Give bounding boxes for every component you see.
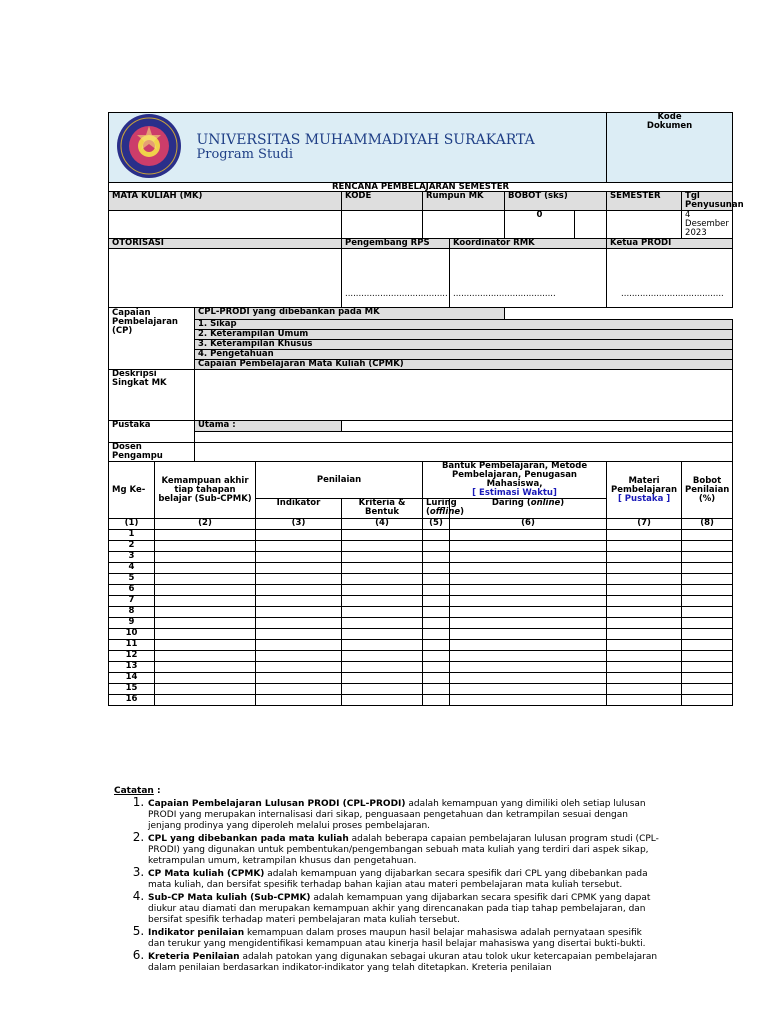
col-num: (5) bbox=[423, 519, 450, 530]
week-cell[interactable] bbox=[450, 585, 607, 596]
week-cell[interactable] bbox=[450, 618, 607, 629]
mg-header: Mg Ke- bbox=[109, 462, 155, 519]
materi-header: Materi Pembelajaran [ Pustaka ] bbox=[607, 462, 682, 519]
table-row bbox=[109, 684, 733, 695]
week-cell[interactable] bbox=[682, 684, 733, 695]
week-number: 1 bbox=[109, 530, 155, 541]
week-cell[interactable] bbox=[450, 651, 607, 662]
week-cell[interactable] bbox=[682, 695, 733, 706]
dosen-label: Dosen Pengampu bbox=[109, 443, 195, 462]
week-number: 10 bbox=[109, 629, 155, 640]
cpmk-label: Capaian Pembelajaran Mata Kuliah (CPMK) bbox=[195, 360, 733, 370]
table-row bbox=[109, 673, 733, 684]
week-number: 14 bbox=[109, 673, 155, 684]
otorisasi-label: OTORISASI bbox=[109, 239, 342, 249]
week-number: 2 bbox=[109, 541, 155, 552]
week-cell[interactable] bbox=[423, 563, 450, 574]
week-cell[interactable] bbox=[256, 640, 342, 651]
week-cell[interactable] bbox=[607, 651, 682, 662]
title-cell bbox=[195, 113, 607, 183]
week-cell[interactable] bbox=[450, 541, 607, 552]
semester-label: SEMESTER bbox=[607, 192, 682, 211]
week-cell[interactable] bbox=[342, 585, 423, 596]
week-cell[interactable] bbox=[450, 662, 607, 673]
week-cell[interactable] bbox=[342, 618, 423, 629]
week-cell[interactable] bbox=[607, 541, 682, 552]
week-cell[interactable] bbox=[155, 662, 256, 673]
koordinator-label: Koordinator RMK bbox=[450, 239, 607, 249]
week-cell[interactable] bbox=[423, 530, 450, 541]
week-cell[interactable] bbox=[423, 651, 450, 662]
deskripsi-value[interactable] bbox=[195, 370, 733, 421]
week-cell[interactable] bbox=[256, 585, 342, 596]
tgl-value[interactable]: 4 Desember 2023 bbox=[682, 211, 733, 239]
mk-label: MATA KULIAH (MK) bbox=[109, 192, 342, 211]
catatan-section: Catatan : 1. Capaian Pembelajaran Lulusan PRODI (CPL-PRODI) adalah kemampuan yang dimiliki oleh setiap lulusan PRODI yang merupakan internalisasi dari sikap, penguasaan pengetahuan dan ketrampilan sesuai dengan jenjang prodinya yang diperoleh melalui proses pembelajaran. 2. CPL yang dibebankan pada mata kuliah adalah beberapa capaian pembelajaran lulusan program studi (CPL-PRODI) yang digunakan untuk pembentukan/pengembangan sebuah mata kuliah yang terdiri dari aspek sikap, ketrampulan umum, ketrampilan khusus dan pengetahuan. 3. CP Mata kuliah (CPMK) adalah kemampuan yang dijabarkan secara spesifik dari CPL yang dibebankan pada mata kuliah, dan bersifat spesifik terhadap bahan kajian atau materi pembelajaran mata kuliah tersebut. 4. Sub-CP Mata kuliah (Sub-CPMK) adalah kemampuan yang dijabarkan secara spesifik dari CPMK yang dapat diukur atau diamati dan merupakan kemampuan akhir yang direncanakan pada tiap tahap pembelajaran, dan bersifat spesifik terhadap materi pembelajaran mata kuliah tersebut. 5. Indikator penilaian kemampuan dalam proses maupun hasil belajar mahasiswa adalah pernyataan spesifik dan terukur yang mengidentifikasi kemampuan atau kinerja hasil belajar mahasiswa yang disertai bukti-bukti. 6. Kreteria Penilaian adalah patokan yang digunakan sebagai ukuran atau tolok ukur ketercapaian pembelajaran dalam penilaian berdasarkan indikator-indikator yang telah ditetapkan. Kreteria penilaian bbox=[114, 786, 659, 974]
week-number: 6 bbox=[109, 585, 155, 596]
week-cell[interactable] bbox=[256, 596, 342, 607]
pustaka-value[interactable] bbox=[195, 432, 733, 443]
utama-label: Utama : bbox=[195, 421, 342, 432]
week-cell[interactable] bbox=[682, 530, 733, 541]
week-number: 15 bbox=[109, 684, 155, 695]
university-name: UNIVERSITAS MUHAMMADIYAH SURAKARTA bbox=[196, 132, 535, 148]
week-cell[interactable] bbox=[342, 640, 423, 651]
sikap-label: 1. Sikap bbox=[195, 320, 733, 330]
table-row bbox=[109, 552, 733, 563]
week-number: 9 bbox=[109, 618, 155, 629]
week-cell[interactable] bbox=[682, 541, 733, 552]
cp-label: Capaian Pembelajaran (CP) bbox=[109, 308, 195, 370]
catatan-list bbox=[114, 797, 659, 974]
program-name: Program Studi bbox=[196, 147, 294, 162]
week-cell[interactable] bbox=[155, 673, 256, 684]
penilaian-header: Penilaian bbox=[256, 462, 423, 499]
table-row bbox=[109, 618, 733, 629]
week-cell[interactable] bbox=[607, 684, 682, 695]
bobot-value[interactable]: 0 bbox=[505, 211, 575, 239]
week-cell[interactable] bbox=[342, 629, 423, 640]
week-cell[interactable] bbox=[682, 574, 733, 585]
week-number: 8 bbox=[109, 607, 155, 618]
week-cell[interactable] bbox=[342, 684, 423, 695]
week-cell[interactable] bbox=[155, 695, 256, 706]
week-cell[interactable] bbox=[342, 651, 423, 662]
koordinator-sign[interactable]: ...................................... bbox=[450, 249, 607, 308]
week-cell[interactable] bbox=[342, 607, 423, 618]
week-cell[interactable] bbox=[256, 662, 342, 673]
table-row bbox=[109, 585, 733, 596]
daring-header: Daring (online) bbox=[450, 499, 607, 519]
catatan-item: 2. CPL yang dibebankan pada mata kuliah adalah beberapa capaian pembelajaran lulusan program studi (CPL-PRODI) yang digunakan untuk pembentukan/pengembangan sebuah mata kuliah yang terdiri dari aspek sikap, ketrampulan umum, ketrampilan khusus dan pengetahuan. bbox=[148, 832, 659, 867]
week-cell[interactable] bbox=[450, 574, 607, 585]
catatan-item: 1. Capaian Pembelajaran Lulusan PRODI (CPL-PRODI) adalah kemampuan yang dimiliki oleh setiap lulusan PRODI yang merupakan internalisasi dari sikap, penguasaan pengetahuan dan ketrampilan sesuai dengan jenjang prodinya yang diperoleh melalui proses pembelajaran. bbox=[148, 797, 659, 832]
week-cell[interactable] bbox=[423, 629, 450, 640]
table-row bbox=[109, 596, 733, 607]
week-cell[interactable] bbox=[450, 640, 607, 651]
week-cell[interactable] bbox=[450, 552, 607, 563]
rps-form bbox=[108, 112, 744, 706]
col-num: (8) bbox=[682, 519, 733, 530]
week-cell[interactable] bbox=[423, 662, 450, 673]
week-cell[interactable] bbox=[682, 640, 733, 651]
table-row bbox=[109, 651, 733, 662]
mk-value[interactable] bbox=[109, 211, 342, 239]
week-cell[interactable] bbox=[155, 629, 256, 640]
pengembang-label: Pengembang RPS bbox=[342, 239, 450, 249]
kode-dokumen-cell: Kode Dokumen bbox=[607, 113, 733, 183]
pengetahuan-label: 4. Pengetahuan bbox=[195, 350, 733, 360]
week-number: 3 bbox=[109, 552, 155, 563]
week-cell[interactable] bbox=[155, 607, 256, 618]
week-cell[interactable] bbox=[155, 552, 256, 563]
week-cell[interactable] bbox=[423, 552, 450, 563]
week-cell[interactable] bbox=[256, 607, 342, 618]
week-cell[interactable] bbox=[423, 695, 450, 706]
catatan-item: 6. Kreteria Penilaian adalah patokan yang digunakan sebagai ukuran atau tolok ukur ketercapaian pembelajaran dalam penilaian berdasarkan indikator-indikator yang telah ditetapkan. Kreteria penilaian bbox=[148, 950, 659, 974]
week-cell[interactable] bbox=[682, 552, 733, 563]
utama-value[interactable] bbox=[342, 421, 733, 432]
bobot-header: Bobot Penilaian (%) bbox=[682, 462, 733, 519]
week-cell[interactable] bbox=[607, 673, 682, 684]
table-row bbox=[109, 563, 733, 574]
week-cell[interactable] bbox=[155, 640, 256, 651]
week-cell[interactable] bbox=[423, 673, 450, 684]
week-cell[interactable] bbox=[256, 673, 342, 684]
table-row bbox=[109, 640, 733, 651]
bobot-extra[interactable] bbox=[575, 211, 607, 239]
kriteria-header: Kriteria & Bentuk bbox=[342, 499, 423, 519]
week-cell[interactable] bbox=[607, 585, 682, 596]
week-cell[interactable] bbox=[607, 640, 682, 651]
week-cell[interactable] bbox=[682, 662, 733, 673]
week-cell[interactable] bbox=[155, 651, 256, 662]
week-cell[interactable] bbox=[607, 629, 682, 640]
rps-title: RENCANA PEMBELAJARAN SEMESTER bbox=[109, 183, 733, 192]
week-cell[interactable] bbox=[256, 651, 342, 662]
week-cell[interactable] bbox=[450, 673, 607, 684]
week-cell[interactable] bbox=[607, 695, 682, 706]
week-cell[interactable] bbox=[423, 541, 450, 552]
week-cell[interactable] bbox=[155, 585, 256, 596]
week-cell[interactable] bbox=[607, 618, 682, 629]
week-number: 13 bbox=[109, 662, 155, 673]
week-number: 11 bbox=[109, 640, 155, 651]
rps-table bbox=[108, 112, 744, 706]
col-num: (3) bbox=[256, 519, 342, 530]
pengembang-sign[interactable]: ...................................... bbox=[342, 249, 450, 308]
week-number: 16 bbox=[109, 695, 155, 706]
week-cell[interactable] bbox=[423, 596, 450, 607]
table-row bbox=[109, 695, 733, 706]
ket-umum-label: 2. Keterampilan Umum bbox=[195, 330, 733, 340]
col-num: (7) bbox=[607, 519, 682, 530]
week-cell[interactable] bbox=[342, 662, 423, 673]
rumpun-value[interactable] bbox=[423, 211, 505, 239]
week-cell[interactable] bbox=[423, 607, 450, 618]
week-number: 5 bbox=[109, 574, 155, 585]
week-cell[interactable] bbox=[342, 563, 423, 574]
week-cell[interactable] bbox=[423, 585, 450, 596]
week-rows bbox=[109, 530, 733, 706]
bobot-label: BOBOT (sks) bbox=[505, 192, 607, 211]
tgl-label: Tgl Penyusunan bbox=[682, 192, 733, 211]
week-cell[interactable] bbox=[256, 629, 342, 640]
col-num: (2) bbox=[155, 519, 256, 530]
week-number: 12 bbox=[109, 651, 155, 662]
week-cell[interactable] bbox=[450, 684, 607, 695]
kemampuan-header: Kemampuan akhir tiap tahapan belajar (Sub-CPMK) bbox=[155, 462, 256, 519]
ketua-label: Ketua PRODI bbox=[607, 239, 733, 249]
week-cell[interactable] bbox=[256, 541, 342, 552]
deskripsi-label: Deskripsi Singkat MK bbox=[109, 370, 195, 421]
week-cell[interactable] bbox=[682, 618, 733, 629]
bantuk-header: Bantuk Pembelajaran, Metode Pembelajaran, Penugasan Mahasiswa, [ Estimasi Waktu] bbox=[423, 462, 607, 499]
rumpun-label: Rumpun MK bbox=[423, 192, 505, 211]
indikator-header: Indikator bbox=[256, 499, 342, 519]
university-logo-icon bbox=[109, 113, 189, 179]
week-cell[interactable] bbox=[607, 662, 682, 673]
catatan-item: 3. CP Mata kuliah (CPMK) adalah kemampuan yang dijabarkan secara spesifik dari CPL yang dibebankan pada mata kuliah, dan bersifat spesifik terhadap bahan kajian atau materi pembelajaran mata kuliah tersebut. bbox=[148, 867, 659, 891]
week-cell[interactable] bbox=[342, 596, 423, 607]
pustaka-label: Pustaka bbox=[109, 421, 195, 443]
week-cell[interactable] bbox=[607, 552, 682, 563]
week-cell[interactable] bbox=[423, 640, 450, 651]
week-cell[interactable] bbox=[155, 596, 256, 607]
week-cell[interactable] bbox=[423, 574, 450, 585]
week-cell[interactable] bbox=[682, 563, 733, 574]
week-cell[interactable] bbox=[450, 596, 607, 607]
logo-cell bbox=[109, 113, 195, 183]
catatan-title: Catatan bbox=[114, 786, 154, 796]
week-cell[interactable] bbox=[155, 618, 256, 629]
col-num: (4) bbox=[342, 519, 423, 530]
semester-value[interactable] bbox=[607, 211, 682, 239]
week-cell[interactable] bbox=[155, 563, 256, 574]
ketua-sign[interactable]: ...................................... bbox=[607, 249, 733, 308]
luring-header: Luring (offline) bbox=[423, 499, 450, 519]
week-cell[interactable] bbox=[607, 607, 682, 618]
col-num: (6) bbox=[450, 519, 607, 530]
week-cell[interactable] bbox=[256, 618, 342, 629]
catatan-item: 4. Sub-CP Mata kuliah (Sub-CPMK) adalah kemampuan yang dijabarkan secara spesifik dari CPMK yang dapat diukur atau diamati dan merupakan kemampuan akhir yang direncanakan pada tiap tahap pembelajaran, dan bersifat spesifik terhadap materi pembelajaran mata kuliah tersebut. bbox=[148, 891, 659, 926]
week-cell[interactable] bbox=[607, 563, 682, 574]
week-cell[interactable] bbox=[155, 684, 256, 695]
week-cell[interactable] bbox=[256, 552, 342, 563]
week-cell[interactable] bbox=[342, 541, 423, 552]
ket-khusus-label: 3. Keterampilan Khusus bbox=[195, 340, 733, 350]
table-row bbox=[109, 662, 733, 673]
week-cell[interactable] bbox=[682, 585, 733, 596]
table-row bbox=[109, 530, 733, 541]
week-cell[interactable] bbox=[256, 563, 342, 574]
week-cell[interactable] bbox=[607, 530, 682, 541]
week-cell[interactable] bbox=[256, 574, 342, 585]
week-cell[interactable] bbox=[342, 530, 423, 541]
week-number: 4 bbox=[109, 563, 155, 574]
table-row bbox=[109, 607, 733, 618]
week-cell[interactable] bbox=[342, 673, 423, 684]
week-cell[interactable] bbox=[423, 684, 450, 695]
week-cell[interactable] bbox=[342, 695, 423, 706]
week-cell[interactable] bbox=[342, 574, 423, 585]
week-cell[interactable] bbox=[607, 596, 682, 607]
week-cell[interactable] bbox=[607, 574, 682, 585]
kode-label: KODE bbox=[342, 192, 423, 211]
week-cell[interactable] bbox=[450, 695, 607, 706]
otorisasi-blank bbox=[109, 249, 342, 308]
week-number: 7 bbox=[109, 596, 155, 607]
col-num: (1) bbox=[109, 519, 155, 530]
week-cell[interactable] bbox=[682, 607, 733, 618]
week-cell[interactable] bbox=[450, 607, 607, 618]
week-cell[interactable] bbox=[682, 629, 733, 640]
dosen-value[interactable] bbox=[195, 443, 733, 462]
week-cell[interactable] bbox=[450, 563, 607, 574]
table-row bbox=[109, 541, 733, 552]
week-cell[interactable] bbox=[155, 530, 256, 541]
week-cell[interactable] bbox=[155, 574, 256, 585]
week-cell[interactable] bbox=[155, 541, 256, 552]
catatan-item: 5. Indikator penilaian kemampuan dalam proses maupun hasil belajar mahasiswa adalah pernyataan spesifik dan terukur yang mengidentifikasi kemampuan atau kinerja hasil belajar mahasiswa yang disertai bukti-bukti. bbox=[148, 926, 659, 950]
week-cell[interactable] bbox=[682, 673, 733, 684]
week-cell[interactable] bbox=[450, 629, 607, 640]
week-cell[interactable] bbox=[256, 684, 342, 695]
week-cell[interactable] bbox=[256, 530, 342, 541]
cpl-prodi-label: CPL-PRODI yang dibebankan pada MK bbox=[195, 308, 505, 320]
table-row bbox=[109, 574, 733, 585]
week-cell[interactable] bbox=[423, 618, 450, 629]
week-cell[interactable] bbox=[256, 695, 342, 706]
week-cell[interactable] bbox=[682, 596, 733, 607]
kode-value[interactable] bbox=[342, 211, 423, 239]
week-cell[interactable] bbox=[682, 651, 733, 662]
week-cell[interactable] bbox=[450, 530, 607, 541]
table-row bbox=[109, 629, 733, 640]
week-cell[interactable] bbox=[342, 552, 423, 563]
